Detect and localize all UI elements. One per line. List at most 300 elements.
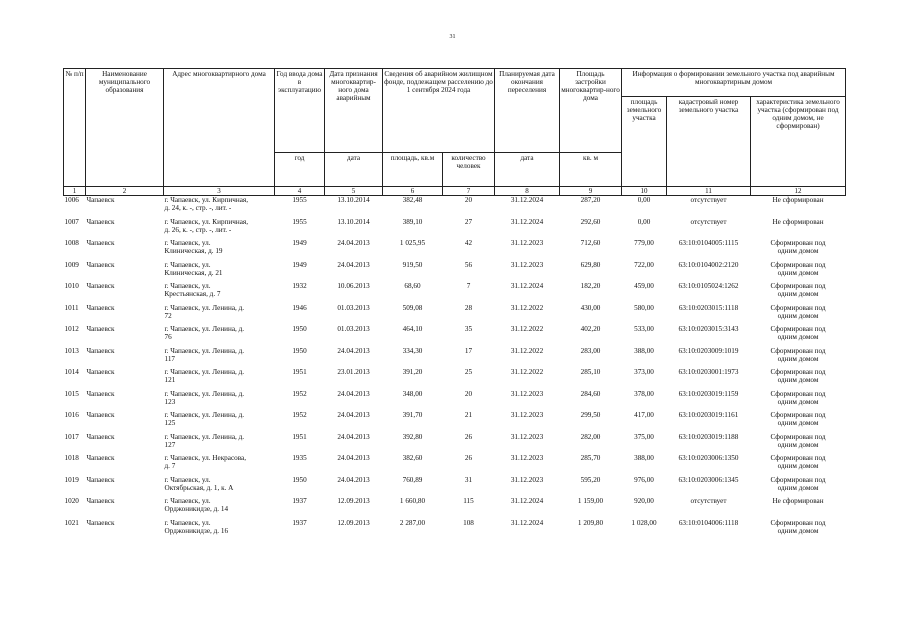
row-planned-date: 31.12.2023: [510, 475, 544, 484]
row-land-area: 459,00: [634, 282, 654, 290]
row-planned-date: 31.12.2023: [510, 260, 544, 269]
row-building-area: 595,20: [580, 475, 601, 484]
row-planned-date: 31.12.2022: [510, 303, 544, 312]
col-number: 9: [560, 187, 622, 196]
row-year: 1950: [292, 346, 307, 355]
row-land-char-line2: одним домом: [777, 354, 819, 363]
row-land-char: [751, 218, 846, 240]
row-people: 26: [464, 432, 473, 441]
row-address-line2: Клиническая, д. 21: [164, 268, 223, 277]
row-planned-date: 31.12.2023: [510, 432, 544, 441]
row-emergency-date: 01.03.2013: [337, 325, 370, 333]
row-address: [164, 239, 275, 261]
row-year: 1955: [292, 196, 307, 204]
row-cadastral: 63:10:0203019:1188: [678, 432, 739, 441]
header-land-info: Информация о формировании земельного участка под аварийным многоквартирным домом: [622, 69, 846, 97]
row-number: 1017: [64, 432, 79, 441]
row-land-char-line2: одним домом: [777, 333, 819, 341]
row-people: 108: [463, 518, 474, 527]
row-building-area: 629,80: [580, 260, 601, 269]
row-number: 1007: [64, 217, 79, 226]
row-emergency-date: 24.04.2013: [337, 432, 370, 441]
column-numbers-row: [64, 187, 846, 196]
row-land-area: 920,00: [634, 497, 654, 505]
row-people: 20: [464, 196, 473, 204]
row-year: 1955: [292, 217, 307, 226]
row-year: 1932: [292, 282, 307, 290]
row-cadastral: 63:10:0203001:1973: [678, 368, 739, 376]
table-row: [64, 347, 846, 369]
row-address-line1: г. Чапаевск, ул.: [164, 475, 211, 484]
row-cadastral: 63:10:0104005:1115: [678, 239, 739, 247]
row-municipality: Чапаевск: [86, 282, 115, 290]
row-land-char-line2: одним домом: [777, 268, 819, 277]
table-row: [64, 411, 846, 433]
table-row: [64, 390, 846, 412]
row-number: 1011: [64, 303, 79, 312]
row-land-char-line1: Сформирован под: [770, 411, 826, 419]
row-municipality: Чапаевск: [86, 346, 115, 355]
row-area: 68,60: [404, 282, 421, 290]
row-address-line1: г. Чапаевск, ул. Ленина, д.: [164, 346, 245, 355]
row-emergency-date: 12.09.2013: [337, 497, 370, 505]
row-address-line1: г. Чапаевск, ул. Кирпичная,: [164, 196, 248, 204]
row-land-char-line1: Сформирован под: [770, 325, 826, 333]
row-address: [164, 497, 275, 519]
row-number: 1021: [64, 518, 79, 527]
row-land-area: 417,00: [634, 411, 654, 419]
row-cadastral: 63:10:0203015:3143: [678, 325, 739, 333]
row-address-line1: г. Чапаевск, ул. Ленина, д.: [164, 303, 245, 312]
row-address: [164, 390, 275, 412]
row-address: [164, 454, 275, 476]
row-land-char: [751, 411, 846, 433]
col-number: 6: [383, 187, 443, 196]
row-address: [164, 196, 275, 218]
row-area: 348,00: [402, 389, 423, 398]
header-land-char: характеристика земельного участка (сформирован под одним домом, не сформирован): [751, 97, 846, 187]
row-municipality: Чапаевск: [86, 389, 115, 398]
row-planned-date: 31.12.2024: [510, 497, 544, 505]
row-land-char-line1: Не сформирован: [772, 196, 824, 204]
row-land-char: [751, 497, 846, 519]
row-people: 26: [464, 454, 473, 462]
row-municipality: Чапаевск: [86, 303, 115, 312]
row-people: 56: [464, 260, 473, 269]
row-cadastral: отсутствует: [690, 497, 727, 505]
row-address-line2: д. 26, к. -, стр. -, лит. -: [164, 225, 232, 234]
row-address-line2: 117: [164, 354, 176, 363]
table-row: [64, 454, 846, 476]
row-land-area: 0,00: [637, 196, 651, 204]
row-cadastral: 63:10:0203006:1350: [678, 454, 739, 462]
row-municipality: Чапаевск: [86, 239, 115, 247]
row-planned-date: 31.12.2022: [510, 325, 544, 333]
row-people: 21: [464, 411, 473, 419]
row-planned-date: 31.12.2022: [510, 346, 544, 355]
table-row: [64, 476, 846, 498]
row-people: 25: [464, 368, 473, 376]
row-address-line2: 125: [164, 419, 176, 427]
row-area: 391,20: [402, 368, 423, 376]
row-address: [164, 261, 275, 283]
row-address: [164, 282, 275, 304]
row-emergency-date: 24.04.2013: [337, 475, 370, 484]
row-land-char-line2: одним домом: [777, 440, 819, 449]
row-year: 1952: [292, 411, 307, 419]
row-address-line1: г. Чапаевск, ул. Ленина, д.: [164, 325, 245, 333]
row-land-char: [751, 347, 846, 369]
row-address-line1: г. Чапаевск, ул. Ленина, д.: [164, 368, 245, 376]
unit-people: количество человек: [443, 153, 495, 187]
row-people: 31: [464, 475, 473, 484]
col-number: 2: [86, 187, 164, 196]
row-area: 382,48: [402, 196, 423, 204]
unit-plan-date: дата: [495, 153, 560, 187]
row-address-line1: г. Чапаевск, ул.: [164, 239, 211, 247]
row-people: 115: [463, 497, 474, 505]
row-building-area: 430,00: [580, 303, 601, 312]
row-land-char: [751, 433, 846, 455]
row-year: 1950: [292, 325, 307, 333]
row-area: 382,60: [402, 454, 423, 462]
page-number: 31: [449, 34, 456, 40]
row-land-char-line1: Сформирован под: [770, 346, 826, 355]
row-land-char: [751, 519, 846, 541]
row-address-line1: г. Чапаевск, ул. Ленина, д.: [164, 411, 245, 419]
row-municipality: Чапаевск: [86, 518, 115, 527]
row-planned-date: 31.12.2024: [510, 217, 544, 226]
row-building-area: 285,10: [580, 368, 601, 376]
unit-area: площадь, кв.м: [383, 153, 443, 187]
row-address-line2: Октябрьская, д. 1, к. А: [164, 483, 234, 492]
row-land-char-line1: Сформирован под: [770, 303, 826, 312]
row-building-area: 292,60: [580, 217, 601, 226]
row-number: 1006: [64, 196, 79, 204]
table-body: [64, 196, 846, 541]
row-address-line2: Клиническая, д. 19: [164, 247, 223, 255]
table-row: [64, 433, 846, 455]
emergency-housing-table: [63, 68, 846, 540]
row-building-area: 284,60: [580, 389, 601, 398]
row-land-char-line1: Сформирован под: [770, 454, 826, 462]
row-number: 1020: [64, 497, 79, 505]
row-land-char-line1: Сформирован под: [770, 432, 826, 441]
row-land-char: [751, 196, 846, 218]
row-land-char-line2: одним домом: [777, 462, 819, 470]
table-row: [64, 261, 846, 283]
row-building-area: 712,60: [580, 239, 601, 247]
row-address: [164, 433, 275, 455]
row-address: [164, 325, 275, 347]
row-number: 1019: [64, 475, 79, 484]
row-municipality: Чапаевск: [86, 475, 115, 484]
row-people: 17: [464, 346, 473, 355]
table-row: [64, 196, 846, 218]
unit-date: дата: [325, 153, 383, 187]
row-land-char: [751, 261, 846, 283]
row-address-line2: д. 24, к. -, стр. -, лит. -: [164, 204, 232, 212]
row-year: 1951: [292, 432, 307, 441]
row-number: 1018: [64, 454, 79, 462]
row-area: 391,70: [402, 411, 423, 419]
row-number: 1015: [64, 389, 79, 398]
row-number: 1008: [64, 239, 79, 247]
row-year: 1949: [292, 239, 307, 247]
row-cadastral: 63:10:0203015:1118: [678, 303, 739, 312]
row-people: 20: [464, 389, 473, 398]
row-area: 392,80: [402, 432, 423, 441]
row-address-line2: Орджоникидзе, д. 16: [164, 526, 229, 535]
row-building-area: 282,00: [580, 432, 601, 441]
unit-build-area: кв. м: [560, 153, 622, 187]
row-municipality: Чапаевск: [86, 196, 115, 204]
row-number: 1014: [64, 368, 79, 376]
header-land-area: площадь земельного участка: [622, 97, 667, 187]
row-land-area: 373,00: [634, 368, 654, 376]
col-number: 8: [495, 187, 560, 196]
row-area: 760,89: [402, 475, 423, 484]
row-cadastral: 63:10:0203019:1161: [678, 411, 739, 419]
table-row: [64, 325, 846, 347]
row-land-char: [751, 239, 846, 261]
row-people: 35: [464, 325, 473, 333]
row-year: 1950: [292, 475, 307, 484]
unit-year: год: [275, 153, 325, 187]
row-address-line1: г. Чапаевск, ул.: [164, 518, 211, 527]
row-land-char-line2: одним домом: [777, 311, 819, 320]
col-number: 1: [64, 187, 86, 196]
row-building-area: 1 209,80: [577, 518, 604, 527]
row-building-area: 283,00: [580, 346, 601, 355]
row-municipality: Чапаевск: [86, 217, 115, 226]
row-land-char-line2: одним домом: [777, 376, 819, 384]
row-planned-date: 31.12.2023: [510, 411, 544, 419]
col-number: 10: [622, 187, 667, 196]
row-address-line1: г. Чапаевск, ул.: [164, 497, 211, 505]
row-address: [164, 519, 275, 541]
table-row: [64, 304, 846, 326]
row-cadastral: 63:10:0203006:1345: [678, 475, 739, 484]
row-cadastral: 63:10:0104006:1118: [678, 518, 739, 527]
row-emergency-date: 12.09.2013: [337, 518, 370, 527]
row-emergency-date: 24.04.2013: [337, 454, 370, 462]
row-number: 1013: [64, 346, 79, 355]
header-address: Адрес многоквартирного дома: [164, 69, 275, 187]
row-people: 27: [464, 217, 473, 226]
row-land-char: [751, 454, 846, 476]
row-land-area: 976,00: [634, 475, 654, 484]
row-area: 1 660,80: [399, 497, 426, 505]
row-cadastral: 63:10:0104002:2120: [678, 260, 739, 269]
row-address-line2: д. 7: [164, 462, 176, 470]
row-land-char: [751, 304, 846, 326]
row-address: [164, 368, 275, 390]
table-row: [64, 368, 846, 390]
row-planned-date: 31.12.2024: [510, 196, 544, 204]
row-land-char-line1: Сформирован под: [770, 282, 826, 290]
row-address-line1: г. Чапаевск, ул. Ленина, д.: [164, 389, 245, 398]
row-address-line1: г. Чапаевск, ул.: [164, 260, 211, 269]
row-address: [164, 304, 275, 326]
row-address-line1: г. Чапаевск, ул. Ленина, д.: [164, 432, 245, 441]
row-area: 1 025,95: [399, 239, 426, 247]
row-emergency-date: 24.04.2013: [337, 411, 370, 419]
row-land-area: 388,00: [634, 346, 654, 355]
col-number: 11: [667, 187, 751, 196]
row-land-area: 1 028,00: [631, 518, 657, 527]
header-municipality: Наименование муниципального образования: [86, 69, 164, 187]
row-building-area: 287,20: [580, 196, 601, 204]
row-area: 919,50: [402, 260, 423, 269]
row-land-char-line1: Сформирован под: [770, 368, 826, 376]
row-address-line2: 76: [164, 333, 172, 341]
row-land-char: [751, 368, 846, 390]
row-area: 2 287,00: [399, 518, 426, 527]
row-people: 28: [464, 303, 473, 312]
row-planned-date: 31.12.2024: [510, 518, 544, 527]
row-building-area: 182,20: [580, 282, 601, 290]
table-row: [64, 519, 846, 541]
row-land-char-line2: одним домом: [777, 397, 819, 406]
col-number: 12: [751, 187, 846, 196]
row-planned-date: 31.12.2022: [510, 368, 544, 376]
header-planned-date: Планируемая дата окончания переселения: [495, 69, 560, 153]
row-land-char-line1: Не сформирован: [772, 497, 824, 505]
row-address: [164, 411, 275, 433]
row-building-area: 299,50: [580, 411, 601, 419]
row-land-char: [751, 476, 846, 498]
row-year: 1951: [292, 368, 307, 376]
row-address-line2: 121: [164, 376, 176, 384]
row-people: 42: [464, 239, 473, 247]
row-address-line2: Орджоникидзе, д. 14: [164, 505, 229, 513]
row-address: [164, 218, 275, 240]
row-land-char: [751, 325, 846, 347]
row-cadastral: отсутствует: [690, 196, 727, 204]
row-land-char-line2: одним домом: [777, 526, 819, 535]
table-row: [64, 239, 846, 261]
row-number: 1010: [64, 282, 79, 290]
row-land-area: 722,00: [634, 260, 654, 269]
row-address: [164, 476, 275, 498]
row-emergency-date: 13.10.2014: [337, 217, 370, 226]
row-address-line2: 72: [164, 311, 172, 320]
row-land-char-line1: Не сформирован: [772, 217, 824, 226]
row-land-char-line1: Сформирован под: [770, 518, 826, 527]
row-municipality: Чапаевск: [86, 325, 115, 333]
row-address-line2: 127: [164, 440, 176, 449]
row-land-area: 580,00: [634, 303, 654, 312]
row-land-char-line2: одним домом: [777, 419, 819, 427]
row-address: [164, 347, 275, 369]
row-address-line1: г. Чапаевск, ул. Кирпичная,: [164, 217, 248, 226]
row-area: 509,08: [402, 303, 423, 312]
row-number: 1012: [64, 325, 79, 333]
row-building-area: 402,20: [580, 325, 601, 333]
header-emergency-fund: Сведения об аварийном жилищном фонде, подлежащем расселению до 1 сентября 2024 года: [383, 69, 495, 153]
table-row: [64, 282, 846, 304]
table-row: [64, 497, 846, 519]
row-address-line1: г. Чапаевск, ул.: [164, 282, 211, 290]
row-land-char-line1: Сформирован под: [770, 239, 826, 247]
header-year: Год ввода дома в эксплуатацию: [275, 69, 325, 153]
col-number: 4: [275, 187, 325, 196]
row-land-area: 388,00: [634, 454, 654, 462]
row-land-char-line2: одним домом: [777, 290, 819, 298]
row-planned-date: 31.12.2023: [510, 239, 544, 247]
row-emergency-date: 24.04.2013: [337, 389, 370, 398]
col-number: 7: [443, 187, 495, 196]
row-land-char-line2: одним домом: [777, 247, 819, 255]
row-emergency-date: 23.01.2013: [337, 368, 370, 376]
row-cadastral: 63:10:0203019:1159: [678, 389, 739, 398]
header-number: № п/п: [64, 69, 86, 187]
row-number: 1009: [64, 260, 79, 269]
row-year: 1937: [292, 518, 307, 527]
row-emergency-date: 13.10.2014: [337, 196, 370, 204]
row-land-char: [751, 390, 846, 412]
row-number: 1016: [64, 411, 79, 419]
row-year: 1952: [292, 389, 307, 398]
header-cadastral: кадастровый номер земельного участка: [667, 97, 751, 187]
row-planned-date: 31.12.2023: [510, 454, 544, 462]
row-land-char-line1: Сформирован под: [770, 475, 826, 484]
row-people: 7: [466, 282, 471, 290]
row-cadastral: отсутствует: [690, 217, 727, 226]
row-year: 1949: [292, 260, 307, 269]
row-land-char-line2: одним домом: [777, 483, 819, 492]
row-land-area: 378,00: [634, 389, 654, 398]
row-land-char-line1: Сформирован под: [770, 260, 826, 269]
row-land-area: 0,00: [637, 217, 651, 226]
header-building-area: Площадь застройки многоквартир-ного дома: [560, 69, 622, 153]
row-area: 389,10: [402, 217, 423, 226]
row-year: 1937: [292, 497, 307, 505]
row-cadastral: 63:10:0105024:1262: [678, 282, 739, 290]
row-land-area: 375,00: [634, 432, 654, 441]
row-municipality: Чапаевск: [86, 432, 115, 441]
row-area: 334,30: [402, 346, 423, 355]
row-land-char: [751, 282, 846, 304]
row-municipality: Чапаевск: [86, 497, 115, 505]
row-address-line2: Крестьянская, д. 7: [164, 290, 221, 298]
row-emergency-date: 24.04.2013: [337, 260, 370, 269]
row-municipality: Чапаевск: [86, 411, 115, 419]
row-building-area: 1 159,00: [577, 497, 604, 505]
row-land-area: 533,00: [634, 325, 654, 333]
table-header: [64, 69, 846, 196]
table-row: [64, 218, 846, 240]
row-emergency-date: 10.06.2013: [337, 282, 370, 290]
row-address-line1: г. Чапаевск, ул. Некрасова,: [164, 454, 247, 462]
row-planned-date: 31.12.2023: [510, 389, 544, 398]
row-emergency-date: 24.04.2013: [337, 239, 370, 247]
row-year: 1935: [292, 454, 307, 462]
row-municipality: Чапаевск: [86, 260, 115, 269]
row-municipality: Чапаевск: [86, 368, 115, 376]
row-year: 1946: [292, 303, 307, 312]
row-area: 464,10: [402, 325, 423, 333]
row-emergency-date: 24.04.2013: [337, 346, 370, 355]
row-cadastral: 63:10:0203009:1019: [678, 346, 739, 355]
row-land-area: 779,00: [634, 239, 654, 247]
header-emergency-date: Дата признания многоквартир-ного дома аварийным: [325, 69, 383, 153]
col-number: 5: [325, 187, 383, 196]
row-emergency-date: 01.03.2013: [337, 303, 370, 312]
row-address-line2: 123: [164, 397, 176, 406]
row-planned-date: 31.12.2024: [510, 282, 544, 290]
